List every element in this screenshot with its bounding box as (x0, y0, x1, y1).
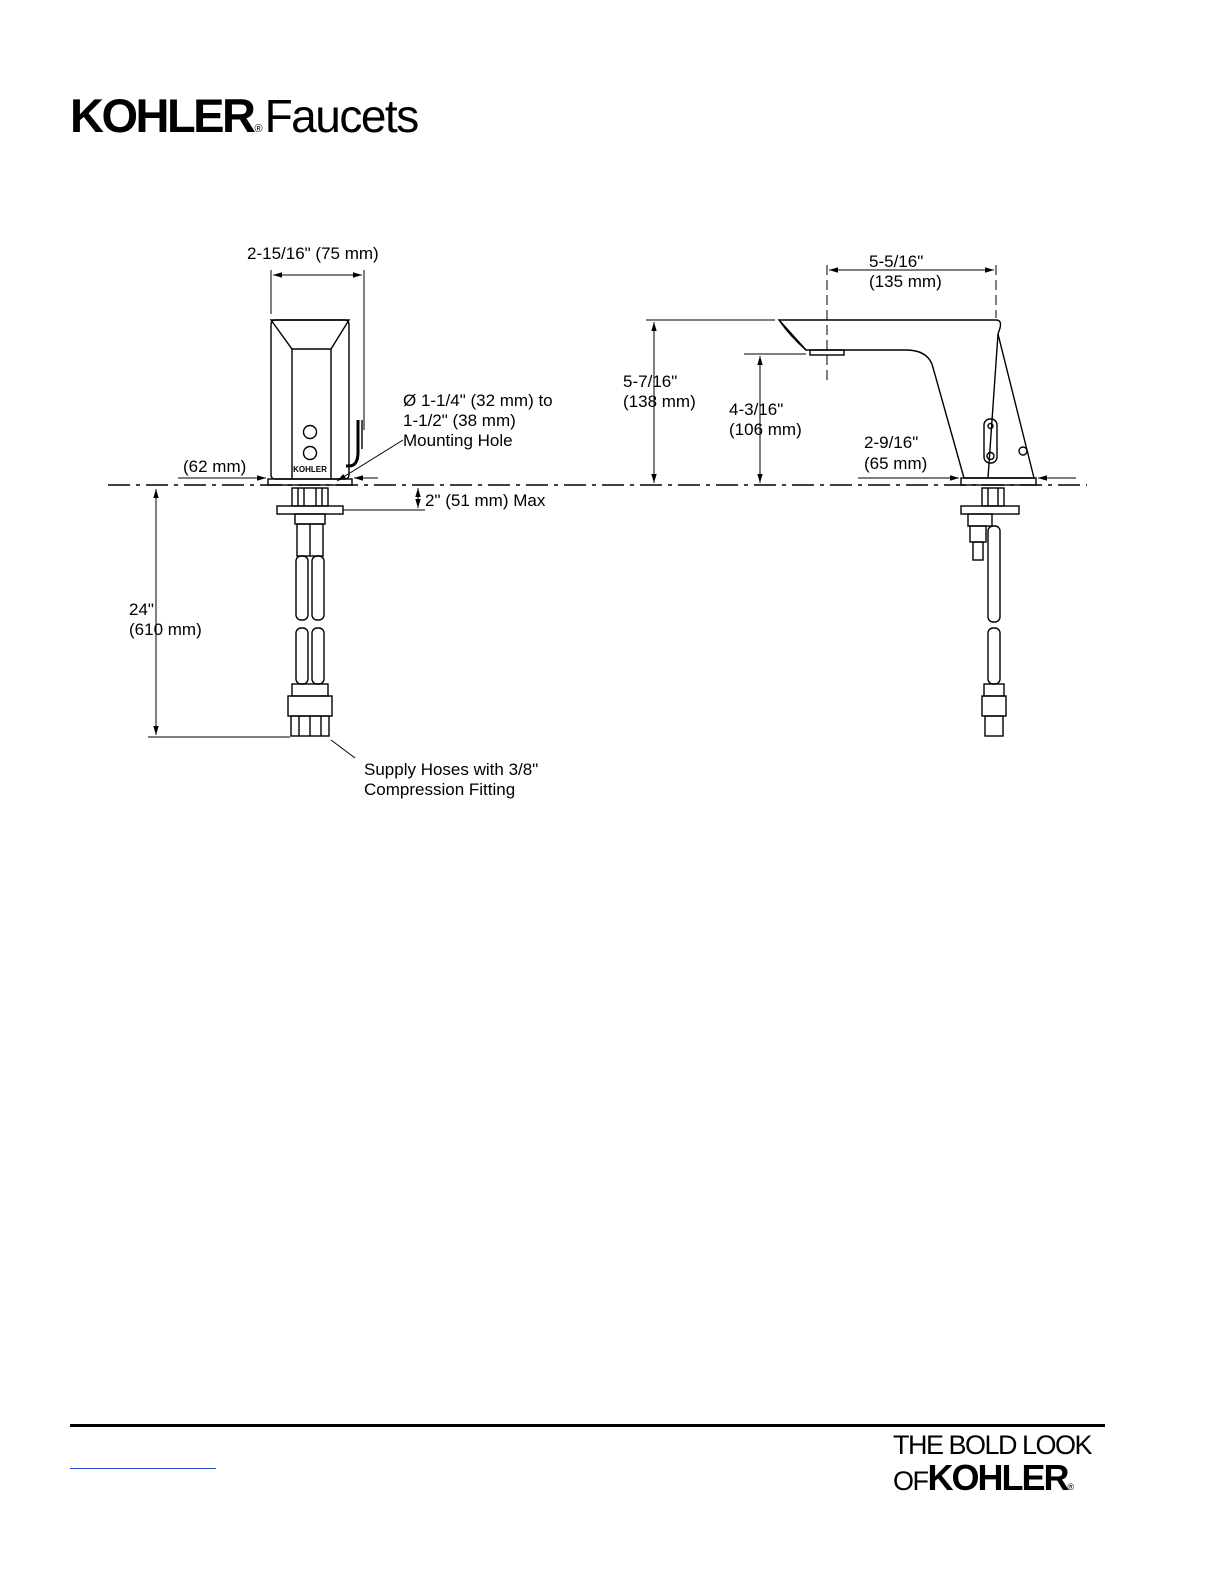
sensor-window-icon (304, 426, 317, 439)
footer-link[interactable] (70, 1450, 216, 1469)
tagline-line1: THE BOLD LOOK (893, 1430, 1092, 1460)
tagline-brand: KOHLER (927, 1457, 1068, 1498)
registered-mark: ® (254, 123, 263, 135)
mounting-hole-label-line3: Mounting Hole (403, 431, 513, 450)
supply-hoses-label-line2: Compression Fitting (364, 780, 516, 799)
height-label-line2: (138 mm) (623, 392, 696, 411)
base-depth-label-line1: 2-9/16" (864, 433, 919, 452)
aerator (810, 350, 844, 355)
compression-fitting (292, 684, 328, 696)
temperature-handle (346, 420, 358, 466)
spout-reach-label-line1: 5-5/16" (869, 252, 924, 271)
spout-height-label-line2: (106 mm) (729, 420, 802, 439)
front-body (271, 320, 349, 479)
product-line: Faucets (264, 90, 418, 142)
tagline-of: OF (893, 1466, 928, 1496)
supply-hose-left (296, 556, 308, 620)
mounting-hole-label-line1: Ø 1-1/4" (32 mm) to (403, 391, 553, 410)
spout-reach-label-line2: (135 mm) (869, 272, 942, 291)
body-logo: KOHLER (293, 465, 327, 474)
side-dimensions (646, 265, 1076, 483)
supply-hoses-label-line1: Supply Hoses with 3/8" (364, 760, 539, 779)
side-view (779, 320, 1036, 736)
side-supply-hose (988, 526, 1000, 622)
tagline-registered-mark: ® (1067, 1482, 1075, 1492)
front-top-face (271, 320, 349, 349)
hose-length-label-line2: (610 mm) (129, 620, 202, 639)
sensor-led-icon (304, 447, 317, 460)
mounting-plate (277, 506, 343, 514)
supply-hose-right (312, 556, 324, 620)
footer-divider (70, 1424, 1105, 1427)
spout-height-label-line1: 4-3/16" (729, 400, 784, 419)
front-view (268, 320, 362, 736)
mounting-hole-label-line2: 1-1/2" (38 mm) (403, 411, 516, 430)
brand-name: KOHLER (70, 89, 254, 142)
side-screw-icon (1019, 447, 1027, 455)
base-depth-label-line2: (65 mm) (864, 454, 928, 473)
deck-thickness-label: 2" (51 mm) Max (425, 491, 546, 510)
hose-length-label-line1: 24" (129, 600, 154, 619)
width-label: 2-15/16" (75 mm) (247, 244, 379, 263)
bold-look-tagline (893, 1430, 1105, 1505)
base-width-label: (62 mm) (183, 457, 247, 476)
height-label-line1: 5-7/16" (623, 372, 678, 391)
